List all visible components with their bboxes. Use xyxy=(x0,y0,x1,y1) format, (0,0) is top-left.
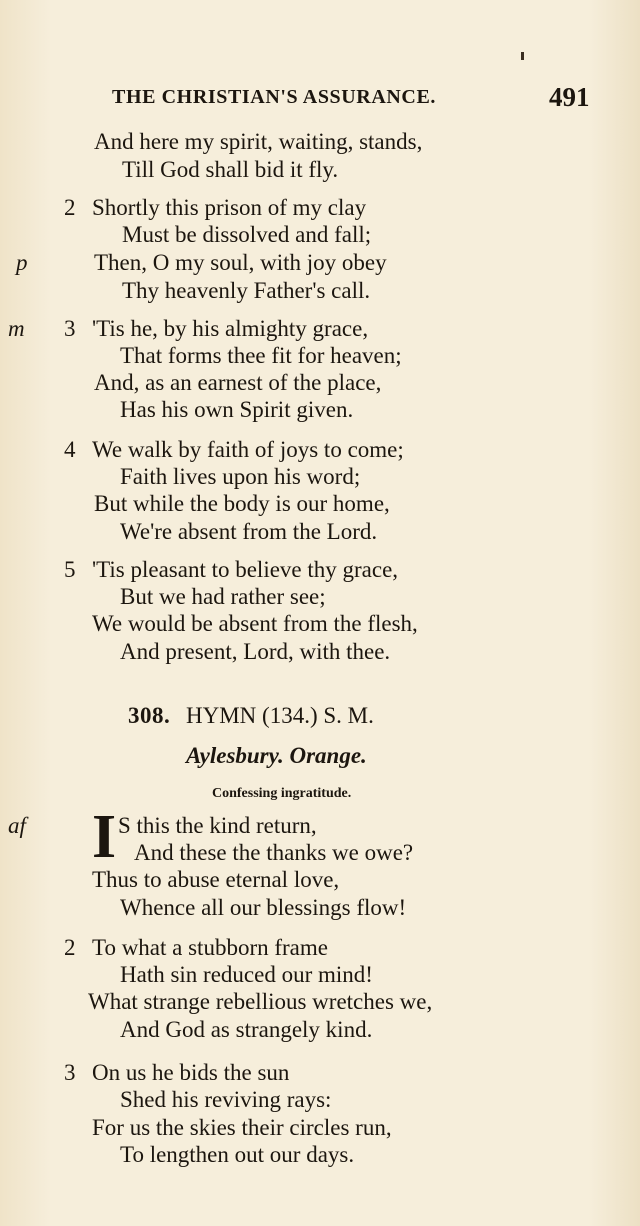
verse-line: Shed his reviving rays: xyxy=(120,1087,332,1112)
verse-line: We walk by faith of joys to come; xyxy=(92,437,404,462)
continuation-line: Till God shall bid it fly. xyxy=(122,157,339,182)
margin-mark-p: p xyxy=(16,250,28,275)
verse-line: To lengthen out our days. xyxy=(120,1142,355,1167)
hymn-label: HYMN (134.) S. M. xyxy=(186,703,374,728)
verse-line: And God as strangely kind. xyxy=(120,1017,373,1042)
verse-line: What strange rebellious wretches we, xyxy=(88,989,433,1014)
verse-line: Must be dissolved and fall; xyxy=(122,222,372,247)
verse-line: And present, Lord, with thee. xyxy=(120,639,391,664)
verse-line: We would be absent from the flesh, xyxy=(92,611,418,636)
tune-names: Aylesbury. Orange. xyxy=(186,743,367,768)
running-title: THE CHRISTIAN'S ASSURANCE. xyxy=(112,86,437,108)
stanza-number: 2 xyxy=(64,195,76,220)
verse-line: Faith lives upon his word; xyxy=(120,464,361,489)
margin-mark-af: af xyxy=(8,813,26,838)
stanza-number: 2 xyxy=(64,935,76,960)
verse-line: We're absent from the Lord. xyxy=(120,519,378,544)
continuation-line: And here my spirit, waiting, stands, xyxy=(94,129,423,154)
page-number: 491 xyxy=(549,82,590,112)
stanza-number: 3 xyxy=(64,1060,76,1085)
verse-line: S this the kind return, xyxy=(118,813,317,838)
verse-line: But while the body is our home, xyxy=(94,491,390,516)
verse-line: Whence all our blessings flow! xyxy=(120,895,407,920)
verse-line: Thy heavenly Father's call. xyxy=(122,278,371,303)
stanza-number: 5 xyxy=(64,557,76,582)
verse-line: Has his own Spirit given. xyxy=(120,397,354,422)
verse-line: Thus to abuse eternal love, xyxy=(92,867,340,892)
verse-line: 'Tis he, by his almighty grace, xyxy=(92,316,369,341)
verse-line: But we had rather see; xyxy=(120,584,326,609)
verse-line: And these the thanks we owe? xyxy=(134,840,414,865)
running-header xyxy=(112,82,612,116)
verse-line: That forms thee fit for heaven; xyxy=(120,343,402,368)
verse-line: On us he bids the sun xyxy=(92,1060,290,1085)
margin-mark-m: m xyxy=(8,316,25,341)
verse-line: Then, O my soul, with joy obey xyxy=(94,250,387,275)
hymn-heading xyxy=(128,703,374,729)
stanza-number: 3 xyxy=(64,316,76,341)
verse-line: And, as an earnest of the place, xyxy=(94,370,382,395)
verse-line: For us the skies their circles run, xyxy=(92,1115,392,1140)
hymn-number: 308. xyxy=(128,703,171,728)
drop-cap: I xyxy=(92,803,117,871)
verse-line: Shortly this prison of my clay xyxy=(92,195,367,220)
verse-line: To what a stubborn frame xyxy=(92,935,328,960)
verse-line: Hath sin reduced our mind! xyxy=(120,962,373,987)
hymn-subject: Confessing ingratitude. xyxy=(212,786,352,801)
stanza-number: 4 xyxy=(64,437,76,462)
verse-line: 'Tis pleasant to believe thy grace, xyxy=(92,557,399,582)
printer-mark xyxy=(521,52,524,60)
